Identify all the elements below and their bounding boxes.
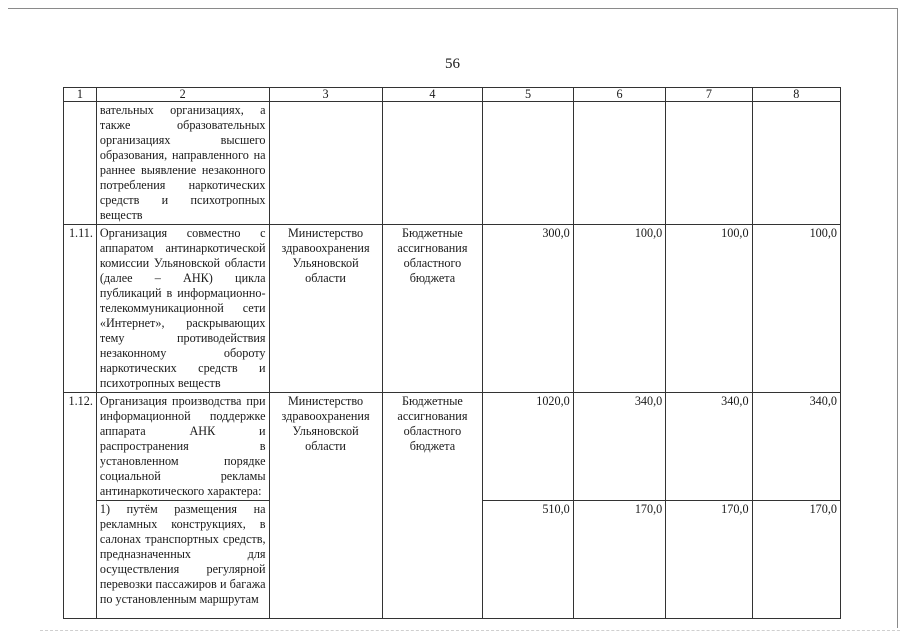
row-value-7 <box>666 102 752 225</box>
column-header: 1 <box>64 88 97 102</box>
page-edge-bottom <box>40 630 900 632</box>
subrow-value-6: 170,0 <box>573 501 666 619</box>
row-source: Бюджетные ассигнования областного бюджета <box>382 393 483 619</box>
column-header: 3 <box>269 88 382 102</box>
row-index: 1.11. <box>64 225 97 393</box>
row-value-7: 340,0 <box>666 393 752 501</box>
subrow-description: 1) путём размещения на рекламных конструкциях, в салонах транспортных средств, предназначенных для осуществления регулярной перевозки пассажиров и багажа по установленным маршрутам <box>96 501 269 619</box>
page-edge-right <box>897 8 898 628</box>
row-description: вательных организациях, а также образовательных организациях высшего образования, направленного на раннее выявление незаконного потребления наркотических средств и психотропных веществ <box>96 102 269 225</box>
row-value-5 <box>483 102 573 225</box>
column-header: 7 <box>666 88 752 102</box>
column-header: 5 <box>483 88 573 102</box>
row-index-cell <box>64 102 97 225</box>
row-value-8 <box>752 102 840 225</box>
table-row <box>64 225 841 393</box>
row-value-5: 1020,0 <box>483 393 573 501</box>
row-value-6 <box>573 102 666 225</box>
program-table <box>63 87 841 619</box>
subrow-value-5: 510,0 <box>483 501 573 619</box>
column-header: 8 <box>752 88 840 102</box>
row-index: 1.12. <box>64 393 97 619</box>
row-description: Организация производства при информационной поддержке аппарата АНК и распространения в установленном порядке социальной рекламы антинаркотического характера: <box>96 393 269 501</box>
table-row <box>64 102 841 225</box>
column-header: 2 <box>96 88 269 102</box>
row-executor <box>269 102 382 225</box>
subrow-value-7: 170,0 <box>666 501 752 619</box>
column-header: 6 <box>573 88 666 102</box>
page-number: 56 <box>445 56 460 72</box>
table-row <box>64 393 841 501</box>
table-header <box>64 88 841 102</box>
row-value-8: 340,0 <box>752 393 840 501</box>
row-value-7: 100,0 <box>666 225 752 393</box>
row-description: Организация совместно с аппаратом антинаркотической комиссии Ульяновской области (далее – АНК) цикла публикаций в информационно-телекоммуникационной сети «Интернет», раскрывающих тему противодействия незаконному обороту наркотических средств и психотропных веществ <box>96 225 269 393</box>
row-value-5: 300,0 <box>483 225 573 393</box>
row-source: Бюджетные ассигнования областного бюджета <box>382 225 483 393</box>
row-executor: Министерство здравоохранения Ульяновской области <box>269 393 382 619</box>
row-source <box>382 102 483 225</box>
row-value-8: 100,0 <box>752 225 840 393</box>
row-value-6: 100,0 <box>573 225 666 393</box>
subrow-value-8: 170,0 <box>752 501 840 619</box>
row-value-6: 340,0 <box>573 393 666 501</box>
page-edge-top <box>8 8 898 9</box>
row-executor: Министерство здравоохранения Ульяновской области <box>269 225 382 393</box>
column-header: 4 <box>382 88 483 102</box>
